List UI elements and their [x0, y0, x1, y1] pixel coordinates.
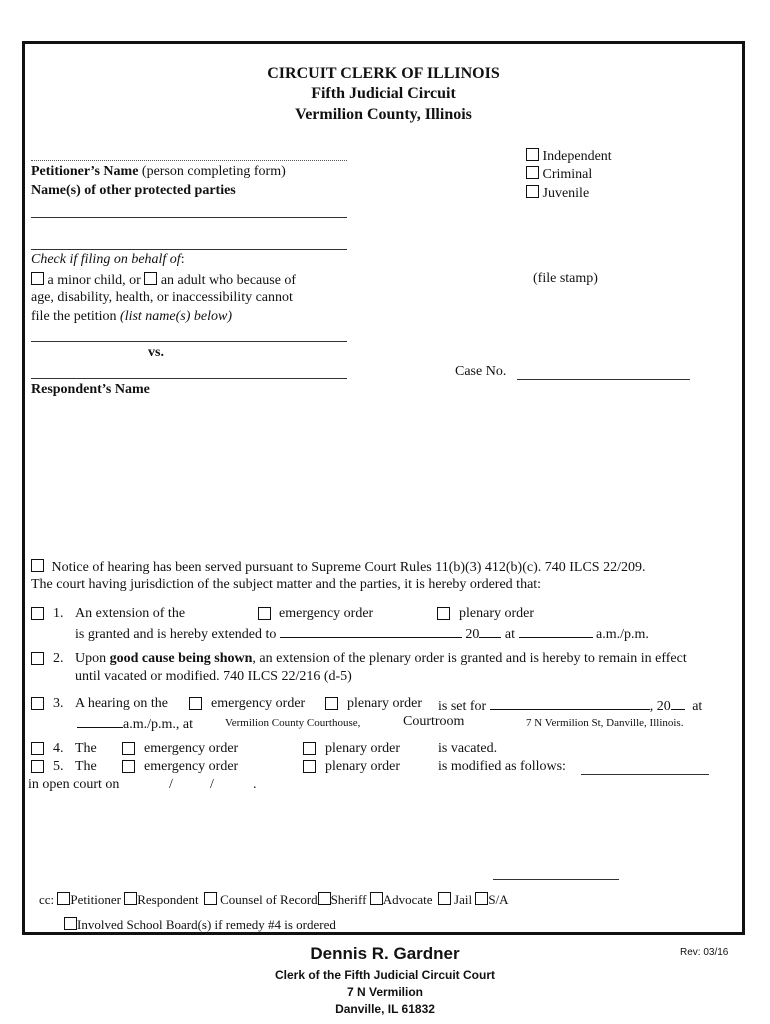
- cc-respondent-checkbox[interactable]: [124, 892, 137, 905]
- minor-child-label: a minor child, or: [47, 273, 141, 288]
- item3-year-prefix: , 20: [649, 699, 671, 714]
- item1-extended-line: [75, 625, 649, 642]
- item3-set-for-label: is set for: [438, 699, 487, 714]
- notice-text: Notice of hearing has been served pursuant to Supreme Court Rules 11(b)(3) 412(b)(c). 740 ILCS 22/209.: [51, 560, 646, 575]
- cc-sa-checkbox[interactable]: [475, 892, 488, 905]
- item1-extended-text: is granted and is hereby extended to: [75, 627, 277, 642]
- cc-school-checkbox[interactable]: [64, 917, 77, 930]
- item5-emergency-label: emergency order: [144, 759, 239, 774]
- item4-checkbox[interactable]: [31, 742, 44, 755]
- cc-jail-label: Jail: [454, 892, 473, 907]
- item2-number: 2.: [53, 651, 64, 666]
- respondent-label: Respondent’s Name: [31, 382, 150, 397]
- check-behalf-label: [31, 253, 185, 267]
- independent-label: Independent: [542, 149, 612, 164]
- item1-date-field[interactable]: [280, 625, 462, 638]
- item3-at-label: at: [692, 699, 703, 714]
- item5-number: 5.: [53, 759, 64, 774]
- petitioner-name-line[interactable]: [31, 160, 347, 161]
- cc-sheriff-checkbox[interactable]: [318, 892, 331, 905]
- list-names-note: (list name(s) below): [120, 309, 233, 324]
- item4-plenary-checkbox[interactable]: [303, 742, 316, 755]
- court-order-form: [22, 41, 745, 935]
- revision-label: Rev: 03/16: [680, 947, 729, 958]
- item3-plenary-label: plenary order: [347, 696, 423, 711]
- item1-emergency-checkbox[interactable]: [258, 607, 271, 620]
- item1-year-prefix: 20: [465, 627, 480, 642]
- petitioner-label: [31, 165, 286, 179]
- open-court-slash-1: /: [169, 777, 173, 792]
- cc-school-row: [64, 917, 336, 931]
- item2-line2: until vacated or modified. 740 ILCS 22/216 (d-5): [75, 669, 352, 684]
- cc-sheriff-label: Sheriff: [330, 892, 367, 907]
- age-disability-line: age, disability, health, or inaccessibility cannot: [31, 290, 293, 305]
- item3-set-for: [438, 697, 702, 714]
- item4-number: 4.: [53, 741, 64, 756]
- item3-address: 7 N Vermilion St, Danville, Illinois.: [526, 717, 684, 729]
- item3-courthouse: Vermilion County Courthouse,: [225, 717, 361, 729]
- item1-plenary-label: plenary order: [459, 606, 535, 621]
- item2-text: [75, 652, 687, 666]
- item2-rest: , an extension of the plenary order is granted and is hereby to remain in effect: [252, 651, 687, 666]
- cc-counsel-checkbox[interactable]: [204, 892, 217, 905]
- item1-plenary-checkbox[interactable]: [437, 607, 450, 620]
- item5-the: The: [75, 759, 97, 774]
- cc-petitioner-label: Petitioner: [70, 892, 121, 907]
- open-court-label: in open court on: [28, 777, 120, 792]
- versus-label: vs.: [148, 345, 164, 360]
- item1-time-field[interactable]: [519, 625, 593, 638]
- item3-emergency-checkbox[interactable]: [189, 697, 202, 710]
- clerk-title: Clerk of the Fifth Judicial Circuit Court: [274, 968, 495, 982]
- cc-advocate-label: Advocate: [382, 892, 433, 907]
- item5-modification-field[interactable]: [581, 774, 709, 775]
- petitioner-label-note: (person completing form): [138, 164, 286, 179]
- clerk-name: Dennis R. Gardner: [310, 944, 460, 963]
- adult-label: an adult who because of: [160, 273, 297, 288]
- item2-good-cause: good cause being shown: [109, 651, 253, 666]
- jurisdiction-text: The court having jurisdiction of the subject matter and the parties, it is hereby ordered that:: [31, 577, 542, 592]
- item1-ampm-label: a.m./p.m.: [596, 627, 649, 642]
- item5-result: is modified as follows:: [438, 759, 566, 774]
- behalf-top-line[interactable]: [31, 249, 347, 250]
- file-petition-line: [31, 310, 232, 324]
- item3-text: A hearing on the: [75, 696, 168, 711]
- juvenile-label: Juvenile: [542, 186, 590, 201]
- item3-plenary-checkbox[interactable]: [325, 697, 338, 710]
- case-type-independent[interactable]: [526, 148, 612, 164]
- item5-plenary-checkbox[interactable]: [303, 760, 316, 773]
- item1-text: An extension of the: [75, 606, 186, 621]
- cc-school-label: Involved School Board(s) if remedy #4 is ordered: [77, 917, 336, 932]
- item4-the: The: [75, 741, 97, 756]
- case-number-field[interactable]: [517, 379, 690, 380]
- item1-year-field[interactable]: [479, 625, 501, 638]
- item4-result: is vacated.: [438, 741, 498, 756]
- open-court-slash-2: /: [210, 777, 214, 792]
- check-behalf-colon: :: [180, 252, 185, 267]
- petitioner-label-bold: Petitioner’s Name: [31, 164, 139, 179]
- item1-emergency-label: emergency order: [279, 606, 374, 621]
- header-circuit: Fifth Judicial Circuit: [311, 85, 456, 102]
- file-stamp-label: (file stamp): [533, 271, 598, 286]
- cc-sa-label: S/A: [488, 892, 509, 907]
- file-petition-text: file the petition: [31, 309, 121, 324]
- item2-checkbox[interactable]: [31, 652, 44, 665]
- case-type-juvenile[interactable]: [526, 185, 589, 201]
- item3-time-field[interactable]: [77, 715, 123, 728]
- cc-advocate-checkbox[interactable]: [370, 892, 383, 905]
- adult-checkbox[interactable]: [144, 272, 157, 285]
- item4-emergency-checkbox[interactable]: [122, 742, 135, 755]
- juvenile-checkbox[interactable]: [526, 185, 539, 198]
- cc-row: [39, 892, 509, 906]
- item2-upon: Upon: [75, 651, 110, 666]
- item3-date-field[interactable]: [490, 697, 650, 710]
- clerk-street: 7 N Vermilion: [346, 985, 424, 999]
- cc-jail-checkbox[interactable]: [438, 892, 451, 905]
- header-county: Vermilion County, Illinois: [295, 106, 472, 123]
- item3-line2: [77, 715, 193, 732]
- item3-emergency-label: emergency order: [211, 696, 306, 711]
- cc-label: cc:: [39, 892, 55, 907]
- item5-plenary-label: plenary order: [325, 759, 401, 774]
- independent-checkbox[interactable]: [526, 148, 539, 161]
- item3-ampm: a.m./p.m., at: [123, 717, 193, 732]
- protected-names-line[interactable]: [31, 341, 347, 342]
- other-protected-line[interactable]: [31, 217, 347, 218]
- item3-year-field[interactable]: [671, 697, 685, 710]
- judge-signature-line[interactable]: [493, 879, 619, 880]
- item1-number: 1.: [53, 606, 64, 621]
- item3-number: 3.: [53, 696, 64, 711]
- item3-courtroom: Courtroom: [403, 714, 465, 729]
- item4-plenary-label: plenary order: [325, 741, 401, 756]
- item5-emergency-checkbox[interactable]: [122, 760, 135, 773]
- item5-checkbox[interactable]: [31, 760, 44, 773]
- notice-line: [31, 559, 645, 575]
- item3-checkbox[interactable]: [31, 697, 44, 710]
- behalf-options-line: [31, 272, 296, 288]
- case-type-criminal[interactable]: [526, 166, 592, 182]
- item1-checkbox[interactable]: [31, 607, 44, 620]
- criminal-checkbox[interactable]: [526, 166, 539, 179]
- case-number-label: Case No.: [455, 364, 507, 379]
- header-title: CIRCUIT CLERK OF ILLINOIS: [267, 65, 500, 82]
- minor-child-checkbox[interactable]: [31, 272, 44, 285]
- clerk-city: Danville, IL 61832: [335, 1002, 435, 1016]
- item4-emergency-label: emergency order: [144, 741, 239, 756]
- cc-petitioner-checkbox[interactable]: [57, 892, 70, 905]
- check-behalf-italic: Check if filing on behalf of: [31, 252, 181, 267]
- cc-counsel-label: Counsel of Record: [220, 892, 318, 907]
- notice-checkbox[interactable]: [31, 559, 44, 572]
- item1-at-label: at: [504, 627, 515, 642]
- open-court-period: .: [253, 777, 257, 792]
- cc-respondent-label: Respondent: [137, 892, 199, 907]
- other-protected-label: Name(s) of other protected parties: [31, 183, 236, 198]
- criminal-label: Criminal: [542, 167, 593, 182]
- respondent-name-line[interactable]: [31, 378, 347, 379]
